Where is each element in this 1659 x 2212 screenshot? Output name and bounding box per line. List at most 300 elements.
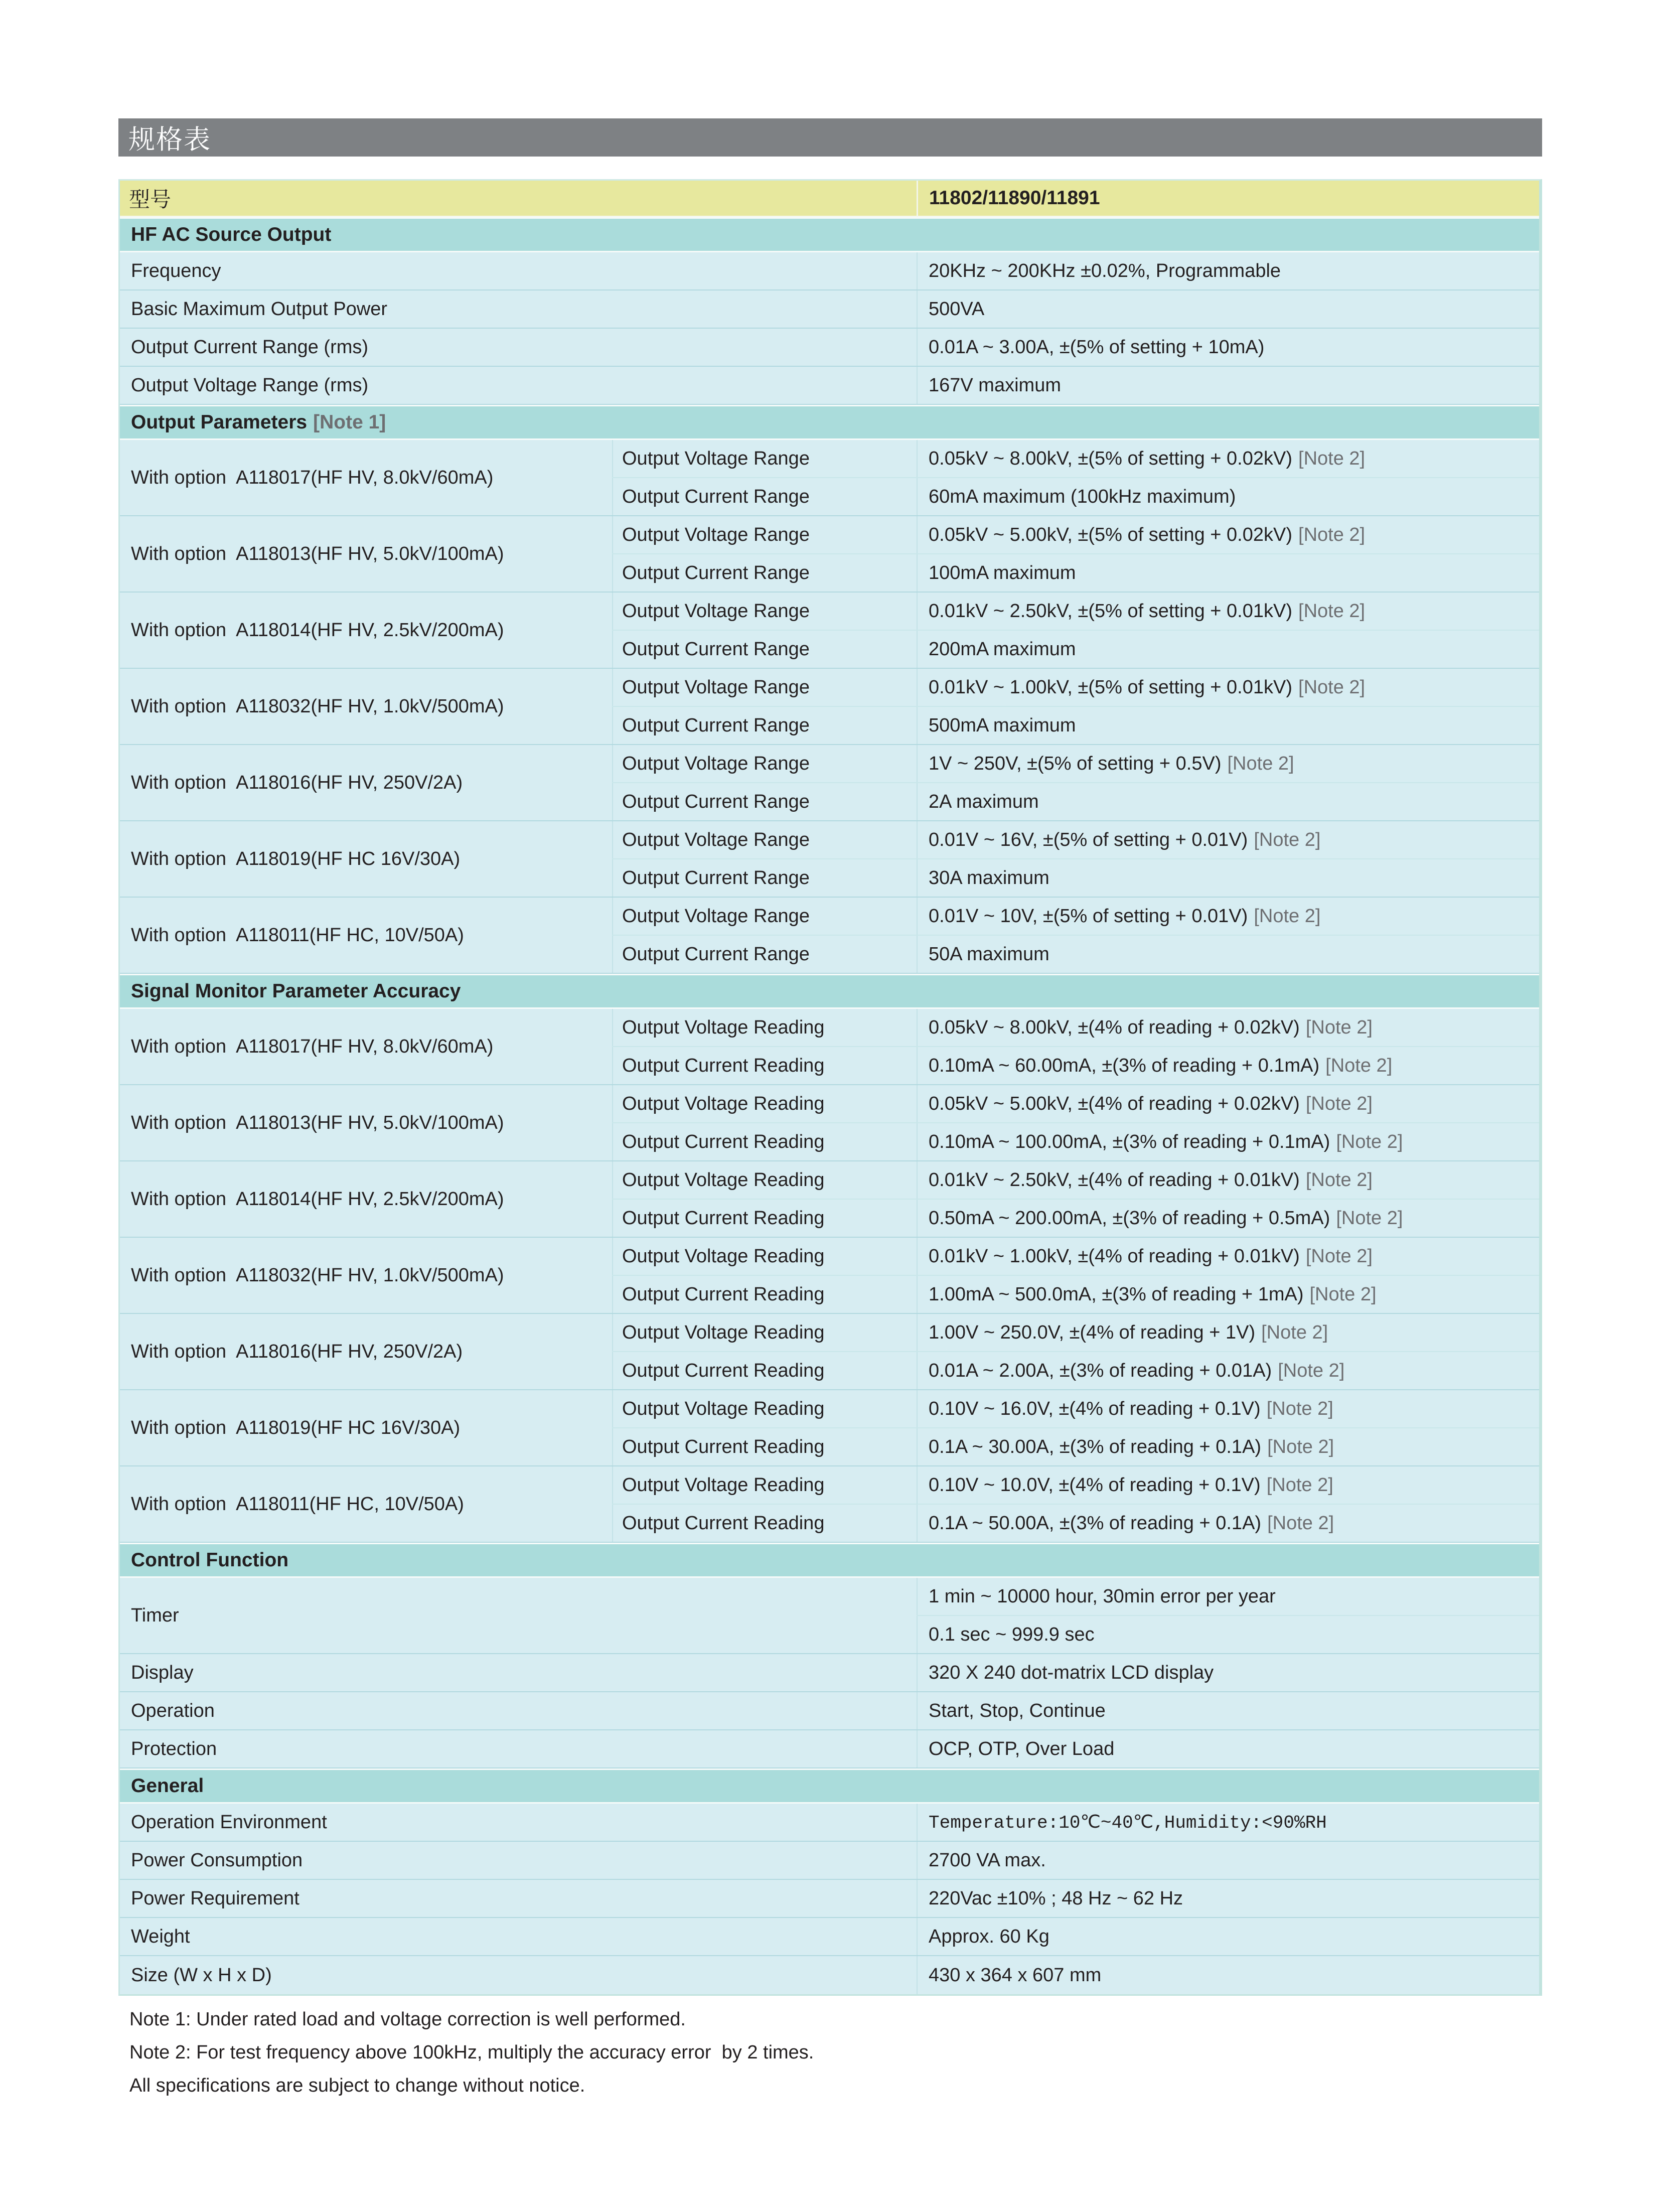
note-ref: [Note 2] xyxy=(1254,829,1321,850)
spec-label-cell xyxy=(120,1804,917,1841)
param-name-cell xyxy=(612,1390,917,1427)
option-block-a118016 xyxy=(120,745,1539,821)
option-block-a118011 xyxy=(120,898,1539,974)
sub-row-current xyxy=(612,859,1539,897)
param-name-cell xyxy=(612,707,917,744)
param-value-cell xyxy=(917,745,1539,782)
spec-label-cell xyxy=(120,1578,917,1653)
param-name-cell xyxy=(612,1466,917,1504)
option-label: With option A118014(HF HV, 2.5kV/200mA) xyxy=(131,619,504,641)
param-value: 200mA maximum xyxy=(929,638,1076,660)
spec-value: Start, Stop, Continue xyxy=(929,1700,1106,1721)
sub-row-voltage xyxy=(612,1390,1539,1428)
spec-value-cell xyxy=(917,1654,1539,1691)
param-value: 50A maximum xyxy=(929,943,1049,965)
param-value-cell xyxy=(917,440,1539,477)
param-value-cell xyxy=(917,516,1539,553)
param-value-cell xyxy=(917,1505,1539,1542)
param-name-cell xyxy=(612,631,917,668)
model-value-cell xyxy=(917,181,1539,216)
option-label-cell xyxy=(120,1466,612,1542)
param-value: 0.01kV ~ 1.00kV, ±(4% of reading + 0.01kV) xyxy=(929,1245,1300,1267)
param-value-cell xyxy=(917,1314,1539,1351)
param-name-cell xyxy=(612,516,917,553)
option-label-cell xyxy=(120,898,612,973)
param-name: Output Current Reading xyxy=(622,1360,825,1381)
note-ref: [Note 2] xyxy=(1305,1245,1373,1267)
spec-row-protection xyxy=(120,1730,1539,1768)
param-name: Output Current Reading xyxy=(622,1131,825,1152)
param-value: 0.01kV ~ 2.50kV, ±(5% of setting + 0.01kV) xyxy=(929,600,1293,622)
spec-row-operation-environment xyxy=(120,1804,1539,1842)
spec-label-cell xyxy=(120,1842,917,1879)
param-name-cell xyxy=(612,669,917,706)
param-name: Output Voltage Reading xyxy=(622,1016,825,1038)
param-value: 0.01kV ~ 2.50kV, ±(4% of reading + 0.01kV) xyxy=(929,1169,1300,1191)
spec-value: 167V maximum xyxy=(929,374,1061,396)
sub-row-current xyxy=(612,478,1539,515)
option-label-cell xyxy=(120,1161,612,1237)
timer-sub-rows xyxy=(917,1578,1539,1653)
param-name: Output Voltage Reading xyxy=(622,1398,825,1419)
param-name-cell xyxy=(612,593,917,630)
option-sub-rows xyxy=(612,1085,1539,1160)
option-block-a118013 xyxy=(120,516,1539,593)
param-value: 500mA maximum xyxy=(929,714,1076,736)
spec-label-cell xyxy=(120,1956,917,1994)
param-name-cell xyxy=(612,1085,917,1122)
spec-row-timer xyxy=(120,1578,1539,1654)
sub-row-current xyxy=(612,1047,1539,1084)
note-ref: [Note 2] xyxy=(1267,1436,1334,1457)
sub-row-timer-seconds xyxy=(917,1616,1539,1653)
param-value: 0.50mA ~ 200.00mA, ±(3% of reading + 0.5mA) xyxy=(929,1207,1330,1229)
spec-label-cell xyxy=(120,290,917,328)
spec-label-cell xyxy=(120,1730,917,1767)
note-ref: [Note 2] xyxy=(1254,905,1321,927)
param-name: Output Current Range xyxy=(622,638,810,660)
option-label: With option A118019(HF HC 16V/30A) xyxy=(131,848,461,869)
spec-value-cell xyxy=(917,1616,1539,1653)
note-ref: [Note 2] xyxy=(1278,1360,1345,1381)
spec-row-size xyxy=(120,1956,1539,1994)
note-line-2: Note 2: For test frequency above 100kHz, multiply the accuracy error by 2 times. xyxy=(129,2042,814,2063)
note-ref: [Note 2] xyxy=(1267,1512,1334,1534)
section-header-hf-ac-source-output xyxy=(120,217,1539,252)
page-title: 规格表 xyxy=(128,125,211,155)
param-name: Output Current Range xyxy=(622,791,810,812)
spec-label-cell xyxy=(120,1692,917,1729)
spec-value: 2700 VA max. xyxy=(929,1849,1046,1871)
spec-label: Timer xyxy=(131,1604,179,1626)
param-name: Output Current Range xyxy=(622,943,810,965)
spec-value-cell xyxy=(917,1578,1539,1615)
spec-label-cell xyxy=(120,1880,917,1917)
param-value-cell xyxy=(917,821,1539,858)
param-name: Output Voltage Range xyxy=(622,524,810,545)
section-title: Output Parameters xyxy=(131,411,308,433)
section-header-control-function xyxy=(120,1543,1539,1578)
param-name: Output Voltage Reading xyxy=(622,1245,825,1267)
param-name-cell xyxy=(612,783,917,820)
note-ref: [Note 2] xyxy=(1305,1093,1373,1114)
param-name-cell xyxy=(612,1352,917,1389)
page-title-bar xyxy=(118,118,1542,157)
spec-value: 20KHz ~ 200KHz ±0.02%, Programmable xyxy=(929,260,1281,281)
param-value-cell xyxy=(917,593,1539,630)
sub-row-current xyxy=(612,1505,1539,1542)
option-label: With option A118017(HF HV, 8.0kV/60mA) xyxy=(131,467,494,488)
option-label: With option A118016(HF HV, 250V/2A) xyxy=(131,772,463,793)
option-sub-rows xyxy=(612,440,1539,515)
param-name: Output Current Range xyxy=(622,486,810,507)
param-name: Output Voltage Range xyxy=(622,829,810,850)
option-label-cell xyxy=(120,1085,612,1160)
param-name-cell xyxy=(612,1505,917,1542)
note-ref: [Note 2] xyxy=(1305,1016,1373,1038)
model-value: 11802/11890/11891 xyxy=(929,187,1100,209)
spec-label-cell xyxy=(120,329,917,366)
spec-value: Temperature:10℃~40℃,Humidity:<90%RH xyxy=(929,1812,1327,1833)
spec-label: Basic Maximum Output Power xyxy=(131,298,388,320)
section-title: Control Function xyxy=(131,1549,289,1571)
monitor-block-a118032 xyxy=(120,1238,1539,1314)
note-ref: [Note 2] xyxy=(1305,1169,1373,1191)
param-value-cell xyxy=(917,478,1539,515)
param-value-cell xyxy=(917,707,1539,744)
param-name: Output Voltage Reading xyxy=(622,1093,825,1114)
spec-label-cell xyxy=(120,252,917,289)
section-header-signal-monitor xyxy=(120,974,1539,1009)
option-sub-rows xyxy=(612,898,1539,973)
spec-value: 220Vac ±10% ; 48 Hz ~ 62 Hz xyxy=(929,1887,1183,1909)
param-name-cell xyxy=(612,1428,917,1465)
param-value: 0.10mA ~ 100.00mA, ±(3% of reading + 0.1mA) xyxy=(929,1131,1330,1152)
footnotes xyxy=(129,2003,1659,2102)
param-value: 0.01kV ~ 1.00kV, ±(5% of setting + 0.01kV) xyxy=(929,676,1293,698)
param-value-cell xyxy=(917,1428,1539,1465)
option-sub-rows xyxy=(612,669,1539,744)
sub-row-voltage xyxy=(612,669,1539,707)
model-row xyxy=(120,181,1539,217)
param-value-cell xyxy=(917,1200,1539,1237)
spec-row-weight xyxy=(120,1918,1539,1956)
param-value-cell xyxy=(917,631,1539,668)
section-header-general xyxy=(120,1768,1539,1804)
spec-row-power-consumption xyxy=(120,1842,1539,1880)
param-value: 0.01V ~ 16V, ±(5% of setting + 0.01V) xyxy=(929,829,1248,850)
monitor-block-a118011 xyxy=(120,1466,1539,1543)
param-name: Output Current Reading xyxy=(622,1055,825,1076)
option-label: With option A118011(HF HC, 10V/50A) xyxy=(131,1493,464,1515)
param-name-cell xyxy=(612,1276,917,1313)
monitor-block-a118014 xyxy=(120,1161,1539,1238)
param-name-cell xyxy=(612,554,917,592)
param-name: Output Current Reading xyxy=(622,1512,825,1534)
note-ref: [Note 2] xyxy=(1298,524,1366,545)
option-label: With option A118032(HF HV, 1.0kV/500mA) xyxy=(131,695,504,717)
option-label-cell xyxy=(120,821,612,897)
param-name-cell xyxy=(612,1047,917,1084)
param-name-cell xyxy=(612,1009,917,1046)
param-value-cell xyxy=(917,1047,1539,1084)
param-value-cell xyxy=(917,898,1539,935)
model-label-cell xyxy=(120,181,917,216)
spec-label: Operation xyxy=(131,1700,215,1721)
param-value: 0.01A ~ 2.00A, ±(3% of reading + 0.01A) xyxy=(929,1360,1272,1381)
spec-label: Power Consumption xyxy=(131,1849,303,1871)
sub-row-voltage xyxy=(612,745,1539,783)
monitor-block-a118013 xyxy=(120,1085,1539,1161)
note-ref: [Note 2] xyxy=(1309,1283,1377,1305)
sub-row-current xyxy=(612,936,1539,973)
option-label-cell xyxy=(120,745,612,820)
param-name: Output Current Range xyxy=(622,562,810,583)
spec-value: OCP, OTP, Over Load xyxy=(929,1738,1115,1759)
option-label: With option A118032(HF HV, 1.0kV/500mA) xyxy=(131,1264,504,1286)
param-name-cell xyxy=(612,478,917,515)
option-sub-rows xyxy=(612,1009,1539,1084)
option-label-cell xyxy=(120,1009,612,1084)
sub-row-current xyxy=(612,1200,1539,1237)
sub-row-current xyxy=(612,783,1539,820)
param-value-cell xyxy=(917,669,1539,706)
param-name: Output Voltage Range xyxy=(622,600,810,622)
sub-row-voltage xyxy=(612,516,1539,554)
param-name-cell xyxy=(612,1238,917,1275)
spec-label: Protection xyxy=(131,1738,217,1759)
option-label-cell xyxy=(120,1314,612,1389)
spec-row-power-requirement xyxy=(120,1880,1539,1918)
section-title: HF AC Source Output xyxy=(131,224,332,245)
section-title: Signal Monitor Parameter Accuracy xyxy=(131,980,461,1002)
spec-row-output-current-range-rms xyxy=(120,329,1539,367)
option-label: With option A118016(HF HV, 250V/2A) xyxy=(131,1341,463,1362)
note-ref: [Note 2] xyxy=(1266,1474,1333,1496)
option-block-a118017 xyxy=(120,440,1539,516)
param-name: Output Current Range xyxy=(622,714,810,736)
param-name: Output Current Range xyxy=(622,867,810,889)
spec-value: 430 x 364 x 607 mm xyxy=(929,1964,1102,1986)
param-name-cell xyxy=(612,745,917,782)
sub-row-current xyxy=(612,1123,1539,1160)
param-name-cell xyxy=(612,1314,917,1351)
spec-value-cell xyxy=(917,1918,1539,1955)
option-block-a118014 xyxy=(120,593,1539,669)
param-value-cell xyxy=(917,1466,1539,1504)
param-name-cell xyxy=(612,821,917,858)
param-name: Output Current Reading xyxy=(622,1436,825,1457)
option-label-cell xyxy=(120,669,612,744)
param-value: 1V ~ 250V, ±(5% of setting + 0.5V) xyxy=(929,753,1222,774)
param-value-cell xyxy=(917,859,1539,897)
sub-row-current xyxy=(612,707,1539,744)
section-title: General xyxy=(131,1775,204,1797)
option-sub-rows xyxy=(612,1161,1539,1237)
sub-row-current xyxy=(612,1276,1539,1313)
sub-row-voltage xyxy=(612,898,1539,936)
option-sub-rows xyxy=(612,1238,1539,1313)
param-value-cell xyxy=(917,554,1539,592)
sub-row-voltage xyxy=(612,1161,1539,1200)
spec-value-cell xyxy=(917,290,1539,328)
spec-value: 500VA xyxy=(929,298,985,320)
option-label-cell xyxy=(120,593,612,668)
spec-label-cell xyxy=(120,1654,917,1691)
model-label: 型号 xyxy=(129,188,172,211)
spec-label: Display xyxy=(131,1662,194,1683)
option-label-cell xyxy=(120,440,612,515)
option-label: With option A118013(HF HV, 5.0kV/100mA) xyxy=(131,543,504,564)
note-line-3: All specifications are subject to change without notice. xyxy=(129,2075,585,2096)
note-ref: [Note 1] xyxy=(313,411,386,433)
spec-label: Frequency xyxy=(131,260,221,281)
spec-label: Power Requirement xyxy=(131,1887,299,1909)
param-value: 0.05kV ~ 5.00kV, ±(4% of reading + 0.02kV) xyxy=(929,1093,1300,1114)
param-value-cell xyxy=(917,1276,1539,1313)
note-ref: [Note 2] xyxy=(1336,1207,1403,1229)
spec-value: 320 X 240 dot-matrix LCD display xyxy=(929,1662,1214,1683)
spec-value-cell xyxy=(917,367,1539,404)
sub-row-timer-hours xyxy=(917,1578,1539,1616)
param-value: 0.10mA ~ 60.00mA, ±(3% of reading + 0.1mA) xyxy=(929,1055,1320,1076)
spec-value-cell xyxy=(917,1956,1539,1994)
param-name-cell xyxy=(612,440,917,477)
option-label: With option A118014(HF HV, 2.5kV/200mA) xyxy=(131,1188,504,1210)
spec-label: Output Current Range (rms) xyxy=(131,336,369,358)
param-name: Output Voltage Range xyxy=(622,676,810,698)
param-name: Output Voltage Reading xyxy=(622,1169,825,1191)
option-sub-rows xyxy=(612,1466,1539,1542)
param-value: 0.01V ~ 10V, ±(5% of setting + 0.01V) xyxy=(929,905,1248,927)
note-ref: [Note 2] xyxy=(1298,448,1366,469)
param-value: 0.10V ~ 16.0V, ±(4% of reading + 0.1V) xyxy=(929,1398,1261,1419)
option-sub-rows xyxy=(612,593,1539,668)
sub-row-voltage xyxy=(612,1238,1539,1276)
spec-row-display xyxy=(120,1654,1539,1692)
monitor-block-a118019 xyxy=(120,1390,1539,1466)
option-label: With option A118019(HF HC 16V/30A) xyxy=(131,1417,461,1438)
sub-row-current xyxy=(612,1352,1539,1389)
param-name-cell xyxy=(612,1161,917,1199)
option-sub-rows xyxy=(612,745,1539,820)
spec-value-cell xyxy=(917,1880,1539,1917)
spec-label: Operation Environment xyxy=(131,1811,327,1833)
sub-row-voltage xyxy=(612,593,1539,631)
spec-row-frequency xyxy=(120,252,1539,290)
param-value: 2A maximum xyxy=(929,791,1039,812)
param-value-cell xyxy=(917,1238,1539,1275)
param-value: 30A maximum xyxy=(929,867,1049,889)
spec-row-basic-max-output-power xyxy=(120,290,1539,329)
spec-value-cell xyxy=(917,1692,1539,1729)
spec-value: 1 min ~ 10000 hour, 30min error per year xyxy=(929,1585,1276,1607)
param-name-cell xyxy=(612,1200,917,1237)
spec-value-cell xyxy=(917,252,1539,289)
option-sub-rows xyxy=(612,1390,1539,1465)
param-value: 0.05kV ~ 5.00kV, ±(5% of setting + 0.02kV) xyxy=(929,524,1293,545)
sub-row-current xyxy=(612,1428,1539,1465)
option-label: With option A118017(HF HV, 8.0kV/60mA) xyxy=(131,1036,494,1057)
note-ref: [Note 2] xyxy=(1336,1131,1403,1152)
spec-value: 0.01A ~ 3.00A, ±(5% of setting + 10mA) xyxy=(929,336,1265,358)
sub-row-voltage xyxy=(612,1009,1539,1047)
sub-row-voltage xyxy=(612,1085,1539,1123)
option-label-cell xyxy=(120,1390,612,1465)
param-value: 0.10V ~ 10.0V, ±(4% of reading + 0.1V) xyxy=(929,1474,1261,1496)
spec-value: 0.1 sec ~ 999.9 sec xyxy=(929,1624,1095,1645)
param-value-cell xyxy=(917,1009,1539,1046)
param-value: 0.1A ~ 50.00A, ±(3% of reading + 0.1A) xyxy=(929,1512,1262,1534)
monitor-block-a118017 xyxy=(120,1009,1539,1085)
param-value-cell xyxy=(917,1352,1539,1389)
param-value: 1.00V ~ 250.0V, ±(4% of reading + 1V) xyxy=(929,1321,1256,1343)
sub-row-voltage xyxy=(612,1466,1539,1505)
param-name-cell xyxy=(612,859,917,897)
spec-table xyxy=(118,179,1542,1996)
spec-value-cell xyxy=(917,1730,1539,1767)
spec-row-operation xyxy=(120,1692,1539,1730)
spec-value-cell xyxy=(917,1842,1539,1879)
spec-label: Output Voltage Range (rms) xyxy=(131,374,369,396)
param-value: 100mA maximum xyxy=(929,562,1076,583)
param-name-cell xyxy=(612,898,917,935)
param-name: Output Voltage Range xyxy=(622,905,810,927)
spec-value-cell xyxy=(917,329,1539,366)
note-ref: [Note 2] xyxy=(1325,1055,1393,1076)
note-ref: [Note 2] xyxy=(1266,1398,1333,1419)
param-value-cell xyxy=(917,1161,1539,1199)
sub-row-current xyxy=(612,554,1539,592)
note-ref: [Note 2] xyxy=(1298,600,1366,622)
param-value: 1.00mA ~ 500.0mA, ±(3% of reading + 1mA) xyxy=(929,1283,1304,1305)
param-name: Output Voltage Reading xyxy=(622,1474,825,1496)
param-name-cell xyxy=(612,936,917,973)
param-value: 0.1A ~ 30.00A, ±(3% of reading + 0.1A) xyxy=(929,1436,1262,1457)
spec-label: Weight xyxy=(131,1926,190,1947)
param-name: Output Current Reading xyxy=(622,1207,825,1229)
note-ref: [Note 2] xyxy=(1298,676,1366,698)
param-name: Output Voltage Range xyxy=(622,753,810,774)
param-value: 0.05kV ~ 8.00kV, ±(5% of setting + 0.02kV) xyxy=(929,448,1293,469)
sub-row-voltage xyxy=(612,440,1539,478)
param-value-cell xyxy=(917,1085,1539,1122)
spec-label-cell xyxy=(120,367,917,404)
monitor-block-a118016 xyxy=(120,1314,1539,1390)
option-label: With option A118011(HF HC, 10V/50A) xyxy=(131,924,464,946)
param-value: 0.05kV ~ 8.00kV, ±(4% of reading + 0.02kV) xyxy=(929,1016,1300,1038)
section-header-output-parameters xyxy=(120,405,1539,440)
sub-row-voltage xyxy=(612,1314,1539,1352)
param-value-cell xyxy=(917,783,1539,820)
option-sub-rows xyxy=(612,516,1539,592)
param-value-cell xyxy=(917,1123,1539,1160)
note-ref: [Note 2] xyxy=(1261,1321,1328,1343)
option-label-cell xyxy=(120,1238,612,1313)
param-value-cell xyxy=(917,936,1539,973)
spec-label: Size (W x H x D) xyxy=(131,1964,272,1986)
param-name: Output Voltage Range xyxy=(622,448,810,469)
param-name: Output Voltage Reading xyxy=(622,1321,825,1343)
option-label: With option A118013(HF HV, 5.0kV/100mA) xyxy=(131,1112,504,1133)
sub-row-voltage xyxy=(612,821,1539,859)
option-sub-rows xyxy=(612,821,1539,897)
option-block-a118019 xyxy=(120,821,1539,898)
param-value-cell xyxy=(917,1390,1539,1427)
spec-label-cell xyxy=(120,1918,917,1955)
spec-row-output-voltage-range-rms xyxy=(120,367,1539,405)
note-ref: [Note 2] xyxy=(1227,753,1294,774)
